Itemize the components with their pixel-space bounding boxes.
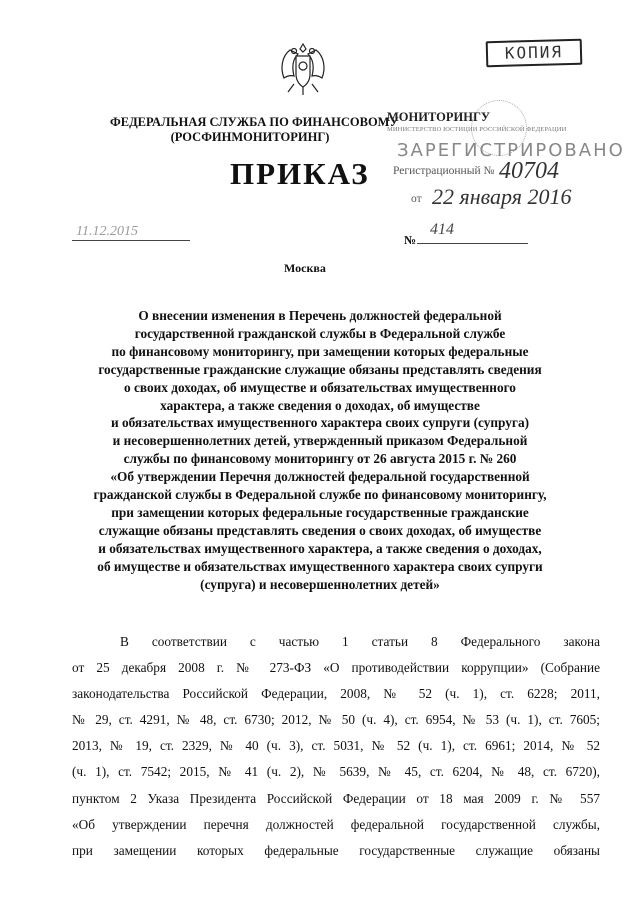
order-date-line [72,240,190,241]
agency-name-line1-cont: МОНИТОРИНГУ [387,110,491,124]
stamp-date-prefix: от [411,193,422,205]
body-line: от 25 декабря 2008 г. № 273-ФЗ «О противодействии коррупции» (Собрание [72,660,600,676]
heading-line: государственные гражданские служащие обязаны представлять сведения [98,361,542,377]
stamp-registered: ЗАРЕГИСТРИРОВАНО [397,140,625,161]
body-line: № 29, ст. 4291, № 48, ст. 6730; 2012, № 50 (ч. 4), ст. 6954, № 53 (ч. 1), ст. 7605; [72,712,600,728]
body-line: при замещении которых федеральные государственные служащие обязаны [72,842,600,858]
city: Москва [284,261,326,275]
heading-line: (супруга) и несовершеннолетних детей» [200,576,440,592]
order-number-label: № [404,233,417,247]
heading-line: характера, а также сведения о доходах, об имуществе [160,397,480,413]
order-number-line [417,243,528,244]
order-heading [60,307,580,594]
body-line: В соответствии с частью 1 статьи 8 Федерального закона [120,634,600,649]
copy-stamp: КОПИЯ [486,39,583,68]
body-paragraph [72,629,600,864]
stamp-ministry: МИНИСТЕРСТВО ЮСТИЦИИ РОССИЙСКОЙ ФЕДЕРАЦИИ [387,126,567,133]
agency-name-line2: (РОСФИНМОНИТОРИНГ) [170,130,330,144]
document-title: ПРИКАЗ [230,156,370,191]
heading-line: и обязательствах имущественного характера, а также сведения о доходах, [98,540,542,556]
heading-line: при замещении которых федеральные государственные гражданские [111,504,529,520]
order-number: 414 [430,221,454,238]
registration-stamp [387,110,625,210]
body-line: «Об утверждении перечня должностей федеральной государственной службы, [72,816,600,832]
coat-of-arms-emblem [276,40,330,98]
body-line: (ч. 1), ст. 7542; 2015, № 41 (ч. 2), № 5639, № 45, ст. 6204, № 48, ст. 6720), [72,764,600,780]
stamp-date: 22 января 2016 [432,184,572,209]
agency-name-line1: ФЕДЕРАЛЬНАЯ СЛУЖБА ПО ФИНАНСОВОМУ [110,115,399,129]
heading-line: по финансовому мониторингу, при замещении которых федеральные [111,343,529,359]
order-date: 11.12.2015 [76,224,138,239]
heading-line: О внесении изменения в Перечень должностей федеральной [138,308,502,323]
heading-line: и обязательствах имущественного характера своих супруги (супруга) [110,415,530,431]
body-line: пунктом 2 Указа Президента Российской Федерации от 18 мая 2009 г. № 557 [72,790,600,806]
agency-name [110,115,399,145]
body-line: законодательства Российской Федерации, 2008, № 52 (ч. 1), ст. 6228; 2011, [72,686,600,702]
stamp-number: 40704 [499,158,559,184]
heading-line: «Об утверждении Перечня должностей федеральной государственной [110,469,530,485]
heading-line: государственной гражданской службы в Федеральной службе [134,325,506,341]
heading-line: служащие обязаны представлять сведения о своих доходах, об имуществе [98,522,542,538]
heading-line: об имуществе и обязательствах имущественного характера своих супруги [97,558,543,574]
heading-line: о своих доходах, об имуществе и обязательствах имущественного [124,379,516,395]
heading-line: гражданской службы в Федеральной службе по финансовому мониторингу, [93,487,547,503]
heading-line: и несовершеннолетних детей, утвержденный приказом Федеральной [112,433,528,449]
heading-line: службы по финансовому мониторингу от 26 августа 2015 г. № 260 [123,451,517,467]
stamp-number-label: Регистрационный № [393,165,495,177]
body-line: 2013, № 19, ст. 2329, № 40 (ч. 3), ст. 5031, № 52 (ч. 1), ст. 6961; 2014, № 52 [72,738,600,754]
